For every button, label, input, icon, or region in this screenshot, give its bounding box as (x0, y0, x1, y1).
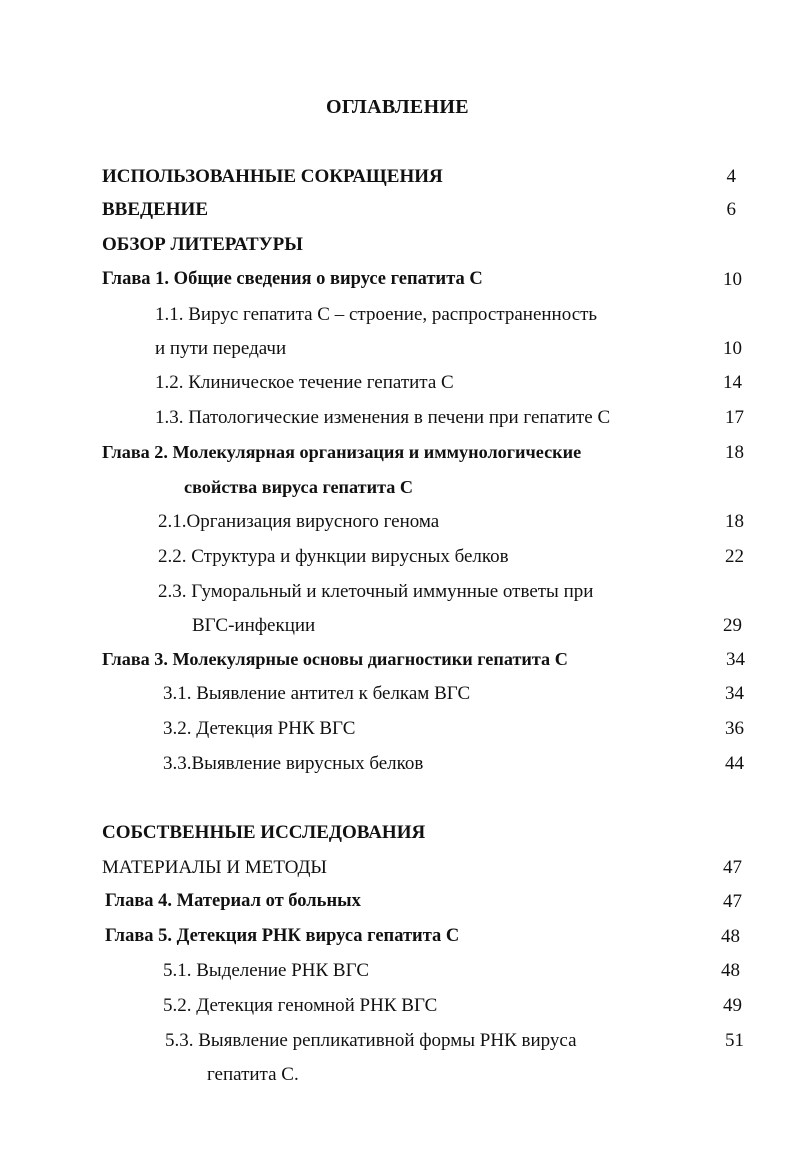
toc-page-3-2: 36 (725, 718, 744, 739)
toc-entry-2-1: 2.1.Организация вирусного генома (158, 511, 440, 532)
toc-page-chapter-3: 34 (726, 649, 745, 670)
toc-entry-chapter-5: Глава 5. Детекция РНК вируса гепатита С (105, 926, 460, 946)
toc-entry-5-1: 5.1. Выделение РНК ВГС (163, 960, 370, 981)
toc-entry-1-1-cont: и пути передачи (155, 338, 287, 359)
toc-entry-introduction: ВВЕДЕНИЕ (102, 199, 208, 220)
toc-page-2-1: 18 (725, 511, 744, 532)
toc-entry-3-1: 3.1. Выявление антител к белкам ВГС (163, 683, 471, 704)
toc-entry-materials-methods: МАТЕРИАЛЫ И МЕТОДЫ (102, 857, 328, 878)
toc-page-materials-methods: 47 (723, 857, 742, 878)
toc-page-2-2: 22 (725, 546, 744, 567)
toc-page-1-1: 10 (723, 338, 742, 359)
toc-page-2-3: 29 (723, 615, 742, 636)
toc-page-5-1: 48 (721, 960, 740, 981)
toc-entry-own-research: СОБСТВЕННЫЕ ИССЛЕДОВАНИЯ (102, 822, 426, 843)
toc-page-chapter-5: 48 (721, 926, 740, 947)
toc-entry-5-3: 5.3. Выявление репликативной формы РНК вируса (165, 1030, 577, 1051)
toc-entry-5-2: 5.2. Детекция геномной РНК ВГС (163, 995, 438, 1016)
toc-entry-abbreviations: ИСПОЛЬЗОВАННЫЕ СОКРАЩЕНИЯ (102, 166, 443, 187)
toc-page-abbreviations: 4 (726, 166, 736, 187)
page-title: ОГЛАВЛЕНИЕ (326, 96, 469, 118)
toc-page-5-2: 49 (723, 995, 742, 1016)
toc-page-3-3: 44 (725, 753, 744, 774)
toc-page-1-2: 14 (723, 372, 742, 393)
toc-entry-2-2: 2.2. Структура и функции вирусных белков (158, 546, 509, 567)
toc-entry-3-2: 3.2. Детекция РНК ВГС (163, 718, 356, 739)
toc-page-5-3: 51 (725, 1030, 744, 1051)
toc-entry-1-1: 1.1. Вирус гепатита С – строение, распространенность (155, 304, 598, 325)
toc-page-1-3: 17 (725, 407, 744, 428)
toc-page-chapter-2: 18 (725, 442, 744, 463)
toc-entry-chapter-2-cont: свойства вируса гепатита С (184, 477, 413, 497)
toc-entry-2-3-cont: ВГС-инфекции (192, 615, 316, 636)
toc-entry-1-2: 1.2. Клиническое течение гепатита С (155, 372, 454, 393)
toc-entry-5-3-cont: гепатита С. (207, 1064, 299, 1085)
toc-entry-3-3: 3.3.Выявление вирусных белков (163, 753, 424, 774)
toc-entry-chapter-4: Глава 4. Материал от больных (105, 891, 361, 911)
toc-entry-literature-review: ОБЗОР ЛИТЕРАТУРЫ (102, 234, 303, 255)
toc-entry-chapter-1: Глава 1. Общие сведения о вирусе гепатита С (102, 269, 483, 289)
toc-page-chapter-4: 47 (723, 891, 742, 912)
toc-entry-chapter-3: Глава 3. Молекулярные основы диагностики гепатита С (102, 649, 568, 669)
toc-page-chapter-1: 10 (723, 269, 742, 290)
toc-entry-chapter-2: Глава 2. Молекулярная организация и иммунологические (102, 442, 582, 462)
toc-entry-1-3: 1.3. Патологические изменения в печени при гепатите С (155, 407, 611, 428)
toc-page-3-1: 34 (725, 683, 744, 704)
toc-entry-2-3: 2.3. Гуморальный и клеточный иммунные ответы при (158, 581, 594, 602)
toc-page-introduction: 6 (726, 199, 736, 220)
